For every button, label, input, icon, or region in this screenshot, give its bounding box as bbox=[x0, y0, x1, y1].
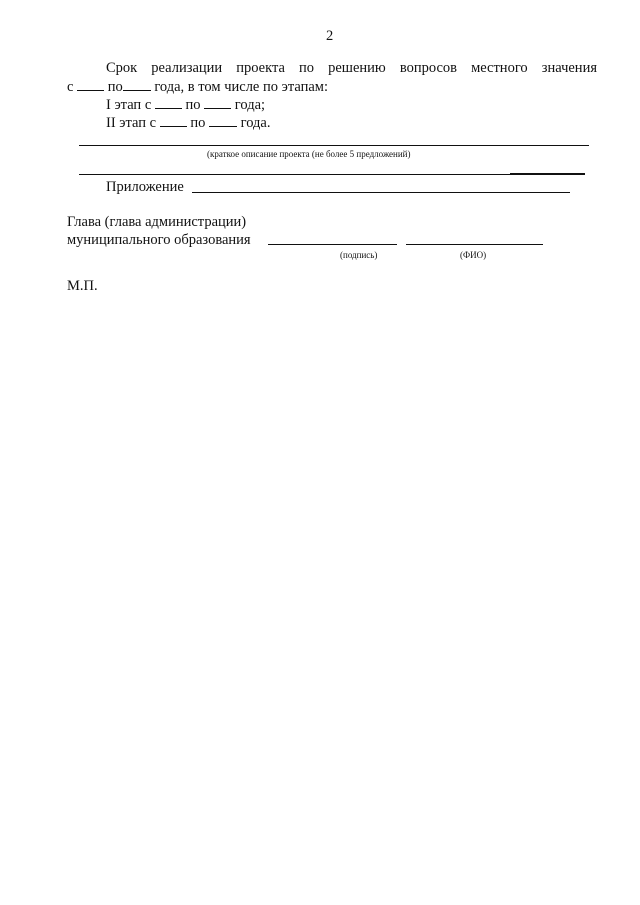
name-blank[interactable] bbox=[406, 244, 543, 245]
stage-1-line bbox=[106, 96, 265, 113]
term-period-line bbox=[67, 78, 328, 95]
term-rest-text: года, в том числе по этапам: bbox=[154, 79, 329, 95]
signature-title-line-1: Глава (глава администрации) bbox=[67, 214, 247, 230]
stage-1-label: I этап с bbox=[106, 97, 152, 113]
stage-1-from-blank[interactable] bbox=[155, 96, 182, 109]
stage-2-label: II этап с bbox=[106, 115, 157, 131]
stage-2-line bbox=[106, 114, 270, 131]
stage-1-to-label: по bbox=[185, 97, 201, 113]
stamp-label: М.П. bbox=[67, 278, 98, 294]
signature-caption: (подпись) bbox=[340, 250, 378, 260]
name-caption: (ФИО) bbox=[460, 250, 487, 260]
stage-2-to-label: по bbox=[190, 115, 206, 131]
description-caption: (краткое описание проекта (не более 5 предложений) bbox=[207, 149, 411, 159]
term-from-label: с bbox=[67, 79, 74, 95]
term-to-blank[interactable] bbox=[123, 78, 151, 91]
stage-1-end: года; bbox=[234, 97, 266, 113]
description-rule[interactable] bbox=[79, 145, 589, 146]
appendix-blank[interactable] bbox=[192, 192, 570, 193]
page-number: 2 bbox=[326, 28, 334, 44]
term-to-label: по bbox=[107, 79, 123, 95]
appendix-label: Приложение bbox=[106, 179, 184, 195]
stage-2-end: года. bbox=[240, 115, 271, 131]
term-intro: Срок реализации проекта по решению вопросов местного значения bbox=[106, 60, 597, 76]
stage-2-to-blank[interactable] bbox=[209, 114, 237, 127]
signature-blank[interactable] bbox=[268, 244, 397, 245]
signature-title-line-2: муниципального образования bbox=[67, 232, 251, 248]
stage-1-to-blank[interactable] bbox=[204, 96, 231, 109]
term-from-blank[interactable] bbox=[77, 78, 104, 91]
stage-2-from-blank[interactable] bbox=[160, 114, 187, 127]
description-rule-2-accent bbox=[510, 173, 585, 175]
